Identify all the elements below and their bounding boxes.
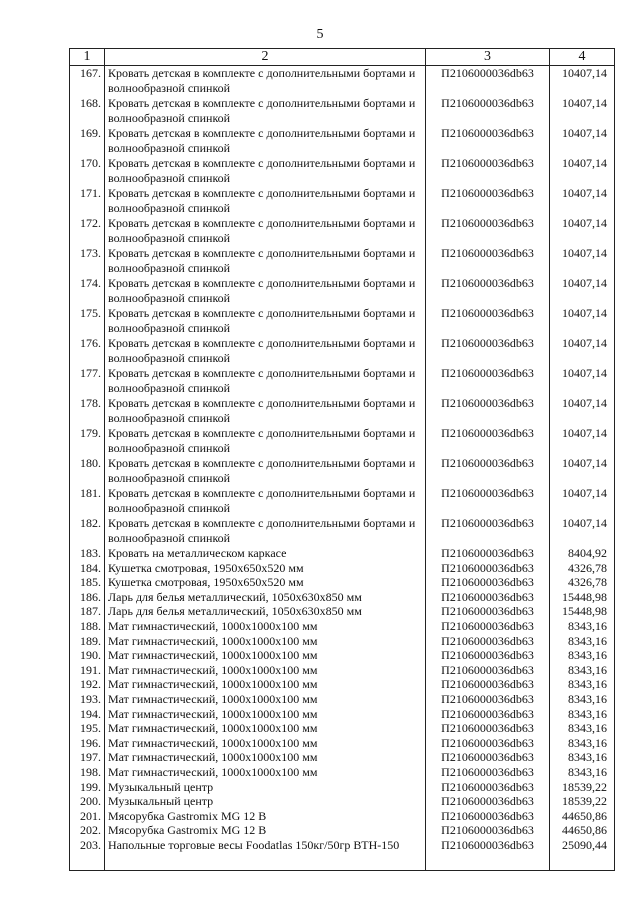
item-price: 10407,14 xyxy=(550,246,615,276)
table-row xyxy=(70,750,615,765)
item-price: 10407,14 xyxy=(550,126,615,156)
item-price: 8343,16 xyxy=(550,619,615,634)
item-code: П2106000036db63 xyxy=(426,648,550,663)
item-price: 10407,14 xyxy=(550,216,615,246)
row-number: 196. xyxy=(70,736,105,751)
item-price: 8343,16 xyxy=(550,692,615,707)
item-name: Напольные торговые весы Foodatlas 150кг/50гр ВТН-150 xyxy=(105,838,426,871)
item-price: 10407,14 xyxy=(550,516,615,546)
item-name: Кровать детская в комплекте с дополнительными бортами и волнообразной спинкой xyxy=(105,186,426,216)
item-code: П2106000036db63 xyxy=(426,634,550,649)
row-number: 186. xyxy=(70,590,105,605)
item-code: П2106000036db63 xyxy=(426,366,550,396)
item-price: 18539,22 xyxy=(550,794,615,809)
table-row xyxy=(70,306,615,336)
row-number: 177. xyxy=(70,366,105,396)
table-row xyxy=(70,156,615,186)
row-number: 175. xyxy=(70,306,105,336)
table-row xyxy=(70,634,615,649)
table-row xyxy=(70,426,615,456)
item-price: 10407,14 xyxy=(550,156,615,186)
item-name: Кровать детская в комплекте с дополнительными бортами и волнообразной спинкой xyxy=(105,66,426,97)
row-number: 178. xyxy=(70,396,105,426)
item-code: П2106000036db63 xyxy=(426,590,550,605)
item-code: П2106000036db63 xyxy=(426,276,550,306)
item-code: П2106000036db63 xyxy=(426,561,550,576)
item-name: Ларь для белья металлический, 1050х630х850 мм xyxy=(105,604,426,619)
table-row xyxy=(70,246,615,276)
item-name: Мат гимнастический, 1000х1000х100 мм xyxy=(105,707,426,722)
item-price: 8404,92 xyxy=(550,546,615,561)
item-price: 10407,14 xyxy=(550,396,615,426)
item-name: Кровать детская в комплекте с дополнительными бортами и волнообразной спинкой xyxy=(105,516,426,546)
item-price: 8343,16 xyxy=(550,721,615,736)
item-price: 15448,98 xyxy=(550,590,615,605)
item-name: Музыкальный центр xyxy=(105,794,426,809)
item-name: Мат гимнастический, 1000х1000х100 мм xyxy=(105,663,426,678)
item-code: П2106000036db63 xyxy=(426,809,550,824)
item-price: 10407,14 xyxy=(550,66,615,97)
table-row xyxy=(70,838,615,871)
row-number: 192. xyxy=(70,677,105,692)
item-name: Мат гимнастический, 1000х1000х100 мм xyxy=(105,765,426,780)
item-code: П2106000036db63 xyxy=(426,456,550,486)
item-price: 8343,16 xyxy=(550,765,615,780)
table-row xyxy=(70,561,615,576)
table-body xyxy=(70,66,615,871)
table-row xyxy=(70,780,615,795)
item-code: П2106000036db63 xyxy=(426,750,550,765)
item-price: 10407,14 xyxy=(550,306,615,336)
table-row xyxy=(70,604,615,619)
item-name: Кушетка смотровая, 1950х650х520 мм xyxy=(105,575,426,590)
table-row xyxy=(70,456,615,486)
item-name: Кровать детская в комплекте с дополнительными бортами и волнообразной спинкой xyxy=(105,486,426,516)
inventory-table xyxy=(69,48,615,871)
row-number: 187. xyxy=(70,604,105,619)
item-price: 10407,14 xyxy=(550,456,615,486)
item-price: 44650,86 xyxy=(550,809,615,824)
item-name: Кровать на металлическом каркасе xyxy=(105,546,426,561)
item-name: Мат гимнастический, 1000х1000х100 мм xyxy=(105,634,426,649)
item-price: 10407,14 xyxy=(550,96,615,126)
table-row xyxy=(70,546,615,561)
table-row xyxy=(70,516,615,546)
row-number: 195. xyxy=(70,721,105,736)
row-number: 169. xyxy=(70,126,105,156)
row-number: 194. xyxy=(70,707,105,722)
table-row xyxy=(70,619,615,634)
item-code: П2106000036db63 xyxy=(426,765,550,780)
item-name: Мат гимнастический, 1000х1000х100 мм xyxy=(105,677,426,692)
item-code: П2106000036db63 xyxy=(426,486,550,516)
item-price: 8343,16 xyxy=(550,736,615,751)
page-number: 5 xyxy=(316,27,324,42)
item-code: П2106000036db63 xyxy=(426,736,550,751)
item-name: Музыкальный центр xyxy=(105,780,426,795)
row-number: 184. xyxy=(70,561,105,576)
table-row xyxy=(70,590,615,605)
item-name: Мат гимнастический, 1000х1000х100 мм xyxy=(105,721,426,736)
column-header-3: 3 xyxy=(426,49,550,66)
table-row xyxy=(70,216,615,246)
row-number: 176. xyxy=(70,336,105,366)
item-name: Кровать детская в комплекте с дополнительными бортами и волнообразной спинкой xyxy=(105,426,426,456)
item-name: Кровать детская в комплекте с дополнительными бортами и волнообразной спинкой xyxy=(105,246,426,276)
row-number: 172. xyxy=(70,216,105,246)
item-price: 8343,16 xyxy=(550,648,615,663)
row-number: 190. xyxy=(70,648,105,663)
row-number: 174. xyxy=(70,276,105,306)
row-number: 171. xyxy=(70,186,105,216)
row-number: 168. xyxy=(70,96,105,126)
item-price: 8343,16 xyxy=(550,750,615,765)
row-number: 202. xyxy=(70,823,105,838)
column-header-2: 2 xyxy=(105,49,426,66)
row-number: 193. xyxy=(70,692,105,707)
item-price: 4326,78 xyxy=(550,561,615,576)
item-price: 18539,22 xyxy=(550,780,615,795)
item-name: Кровать детская в комплекте с дополнительными бортами и волнообразной спинкой xyxy=(105,96,426,126)
item-code: П2106000036db63 xyxy=(426,426,550,456)
item-code: П2106000036db63 xyxy=(426,575,550,590)
item-name: Ларь для белья металлический, 1050х630х850 мм xyxy=(105,590,426,605)
table-row xyxy=(70,66,615,97)
table-row xyxy=(70,96,615,126)
item-price: 44650,86 xyxy=(550,823,615,838)
row-number: 180. xyxy=(70,456,105,486)
item-name: Кровать детская в комплекте с дополнительными бортами и волнообразной спинкой xyxy=(105,276,426,306)
table-row xyxy=(70,366,615,396)
item-price: 8343,16 xyxy=(550,677,615,692)
item-name: Мат гимнастический, 1000х1000х100 мм xyxy=(105,648,426,663)
item-code: П2106000036db63 xyxy=(426,780,550,795)
row-number: 188. xyxy=(70,619,105,634)
table-row xyxy=(70,186,615,216)
table-row xyxy=(70,721,615,736)
item-price: 4326,78 xyxy=(550,575,615,590)
row-number: 200. xyxy=(70,794,105,809)
table-row xyxy=(70,575,615,590)
item-name: Мясорубка Gastromix MG 12 B xyxy=(105,823,426,838)
row-number: 201. xyxy=(70,809,105,824)
item-name: Кровать детская в комплекте с дополнительными бортами и волнообразной спинкой xyxy=(105,456,426,486)
row-number: 198. xyxy=(70,765,105,780)
row-number: 182. xyxy=(70,516,105,546)
item-price: 8343,16 xyxy=(550,707,615,722)
item-name: Кушетка смотровая, 1950х650х520 мм xyxy=(105,561,426,576)
item-name: Мат гимнастический, 1000х1000х100 мм xyxy=(105,750,426,765)
item-price: 10407,14 xyxy=(550,186,615,216)
item-code: П2106000036db63 xyxy=(426,838,550,871)
row-number: 170. xyxy=(70,156,105,186)
item-code: П2106000036db63 xyxy=(426,396,550,426)
table-row xyxy=(70,396,615,426)
item-code: П2106000036db63 xyxy=(426,721,550,736)
item-name: Кровать детская в комплекте с дополнительными бортами и волнообразной спинкой xyxy=(105,126,426,156)
row-number: 191. xyxy=(70,663,105,678)
row-number: 183. xyxy=(70,546,105,561)
table-row xyxy=(70,663,615,678)
row-number: 185. xyxy=(70,575,105,590)
item-code: П2106000036db63 xyxy=(426,96,550,126)
item-code: П2106000036db63 xyxy=(426,823,550,838)
item-code: П2106000036db63 xyxy=(426,246,550,276)
item-price: 10407,14 xyxy=(550,486,615,516)
row-number: 181. xyxy=(70,486,105,516)
table-row xyxy=(70,823,615,838)
item-code: П2106000036db63 xyxy=(426,663,550,678)
item-price: 25090,44 xyxy=(550,838,615,871)
item-name: Кровать детская в комплекте с дополнительными бортами и волнообразной спинкой xyxy=(105,216,426,246)
item-price: 10407,14 xyxy=(550,336,615,366)
table-row xyxy=(70,707,615,722)
table-row xyxy=(70,677,615,692)
item-code: П2106000036db63 xyxy=(426,619,550,634)
item-name: Кровать детская в комплекте с дополнительными бортами и волнообразной спинкой xyxy=(105,306,426,336)
table-row xyxy=(70,765,615,780)
item-code: П2106000036db63 xyxy=(426,306,550,336)
row-number: 173. xyxy=(70,246,105,276)
item-code: П2106000036db63 xyxy=(426,336,550,366)
row-number: 167. xyxy=(70,66,105,97)
column-header-4: 4 xyxy=(550,49,615,66)
item-code: П2106000036db63 xyxy=(426,126,550,156)
item-code: П2106000036db63 xyxy=(426,546,550,561)
table-row xyxy=(70,126,615,156)
item-name: Мат гимнастический, 1000х1000х100 мм xyxy=(105,692,426,707)
item-price: 8343,16 xyxy=(550,663,615,678)
item-name: Мат гимнастический, 1000х1000х100 мм xyxy=(105,619,426,634)
item-code: П2106000036db63 xyxy=(426,216,550,246)
item-name: Мясорубка Gastromix MG 12 B xyxy=(105,809,426,824)
item-name: Кровать детская в комплекте с дополнительными бортами и волнообразной спинкой xyxy=(105,396,426,426)
table-row xyxy=(70,692,615,707)
item-code: П2106000036db63 xyxy=(426,156,550,186)
item-name: Кровать детская в комплекте с дополнительными бортами и волнообразной спинкой xyxy=(105,366,426,396)
row-number: 203. xyxy=(70,838,105,871)
item-code: П2106000036db63 xyxy=(426,516,550,546)
column-header-1: 1 xyxy=(70,49,105,66)
item-code: П2106000036db63 xyxy=(426,186,550,216)
item-price: 10407,14 xyxy=(550,276,615,306)
item-name: Кровать детская в комплекте с дополнительными бортами и волнообразной спинкой xyxy=(105,336,426,366)
item-name: Кровать детская в комплекте с дополнительными бортами и волнообразной спинкой xyxy=(105,156,426,186)
row-number: 189. xyxy=(70,634,105,649)
table-row xyxy=(70,794,615,809)
item-name: Мат гимнастический, 1000х1000х100 мм xyxy=(105,736,426,751)
table-row xyxy=(70,486,615,516)
item-code: П2106000036db63 xyxy=(426,677,550,692)
table-header-row xyxy=(70,49,615,66)
table-row xyxy=(70,648,615,663)
table-row xyxy=(70,276,615,306)
table-row xyxy=(70,736,615,751)
row-number: 197. xyxy=(70,750,105,765)
item-price: 10407,14 xyxy=(550,426,615,456)
item-code: П2106000036db63 xyxy=(426,66,550,97)
item-price: 8343,16 xyxy=(550,634,615,649)
item-code: П2106000036db63 xyxy=(426,692,550,707)
item-price: 10407,14 xyxy=(550,366,615,396)
item-code: П2106000036db63 xyxy=(426,604,550,619)
table-row xyxy=(70,336,615,366)
item-code: П2106000036db63 xyxy=(426,794,550,809)
row-number: 179. xyxy=(70,426,105,456)
table-row xyxy=(70,809,615,824)
item-price: 15448,98 xyxy=(550,604,615,619)
row-number: 199. xyxy=(70,780,105,795)
item-code: П2106000036db63 xyxy=(426,707,550,722)
